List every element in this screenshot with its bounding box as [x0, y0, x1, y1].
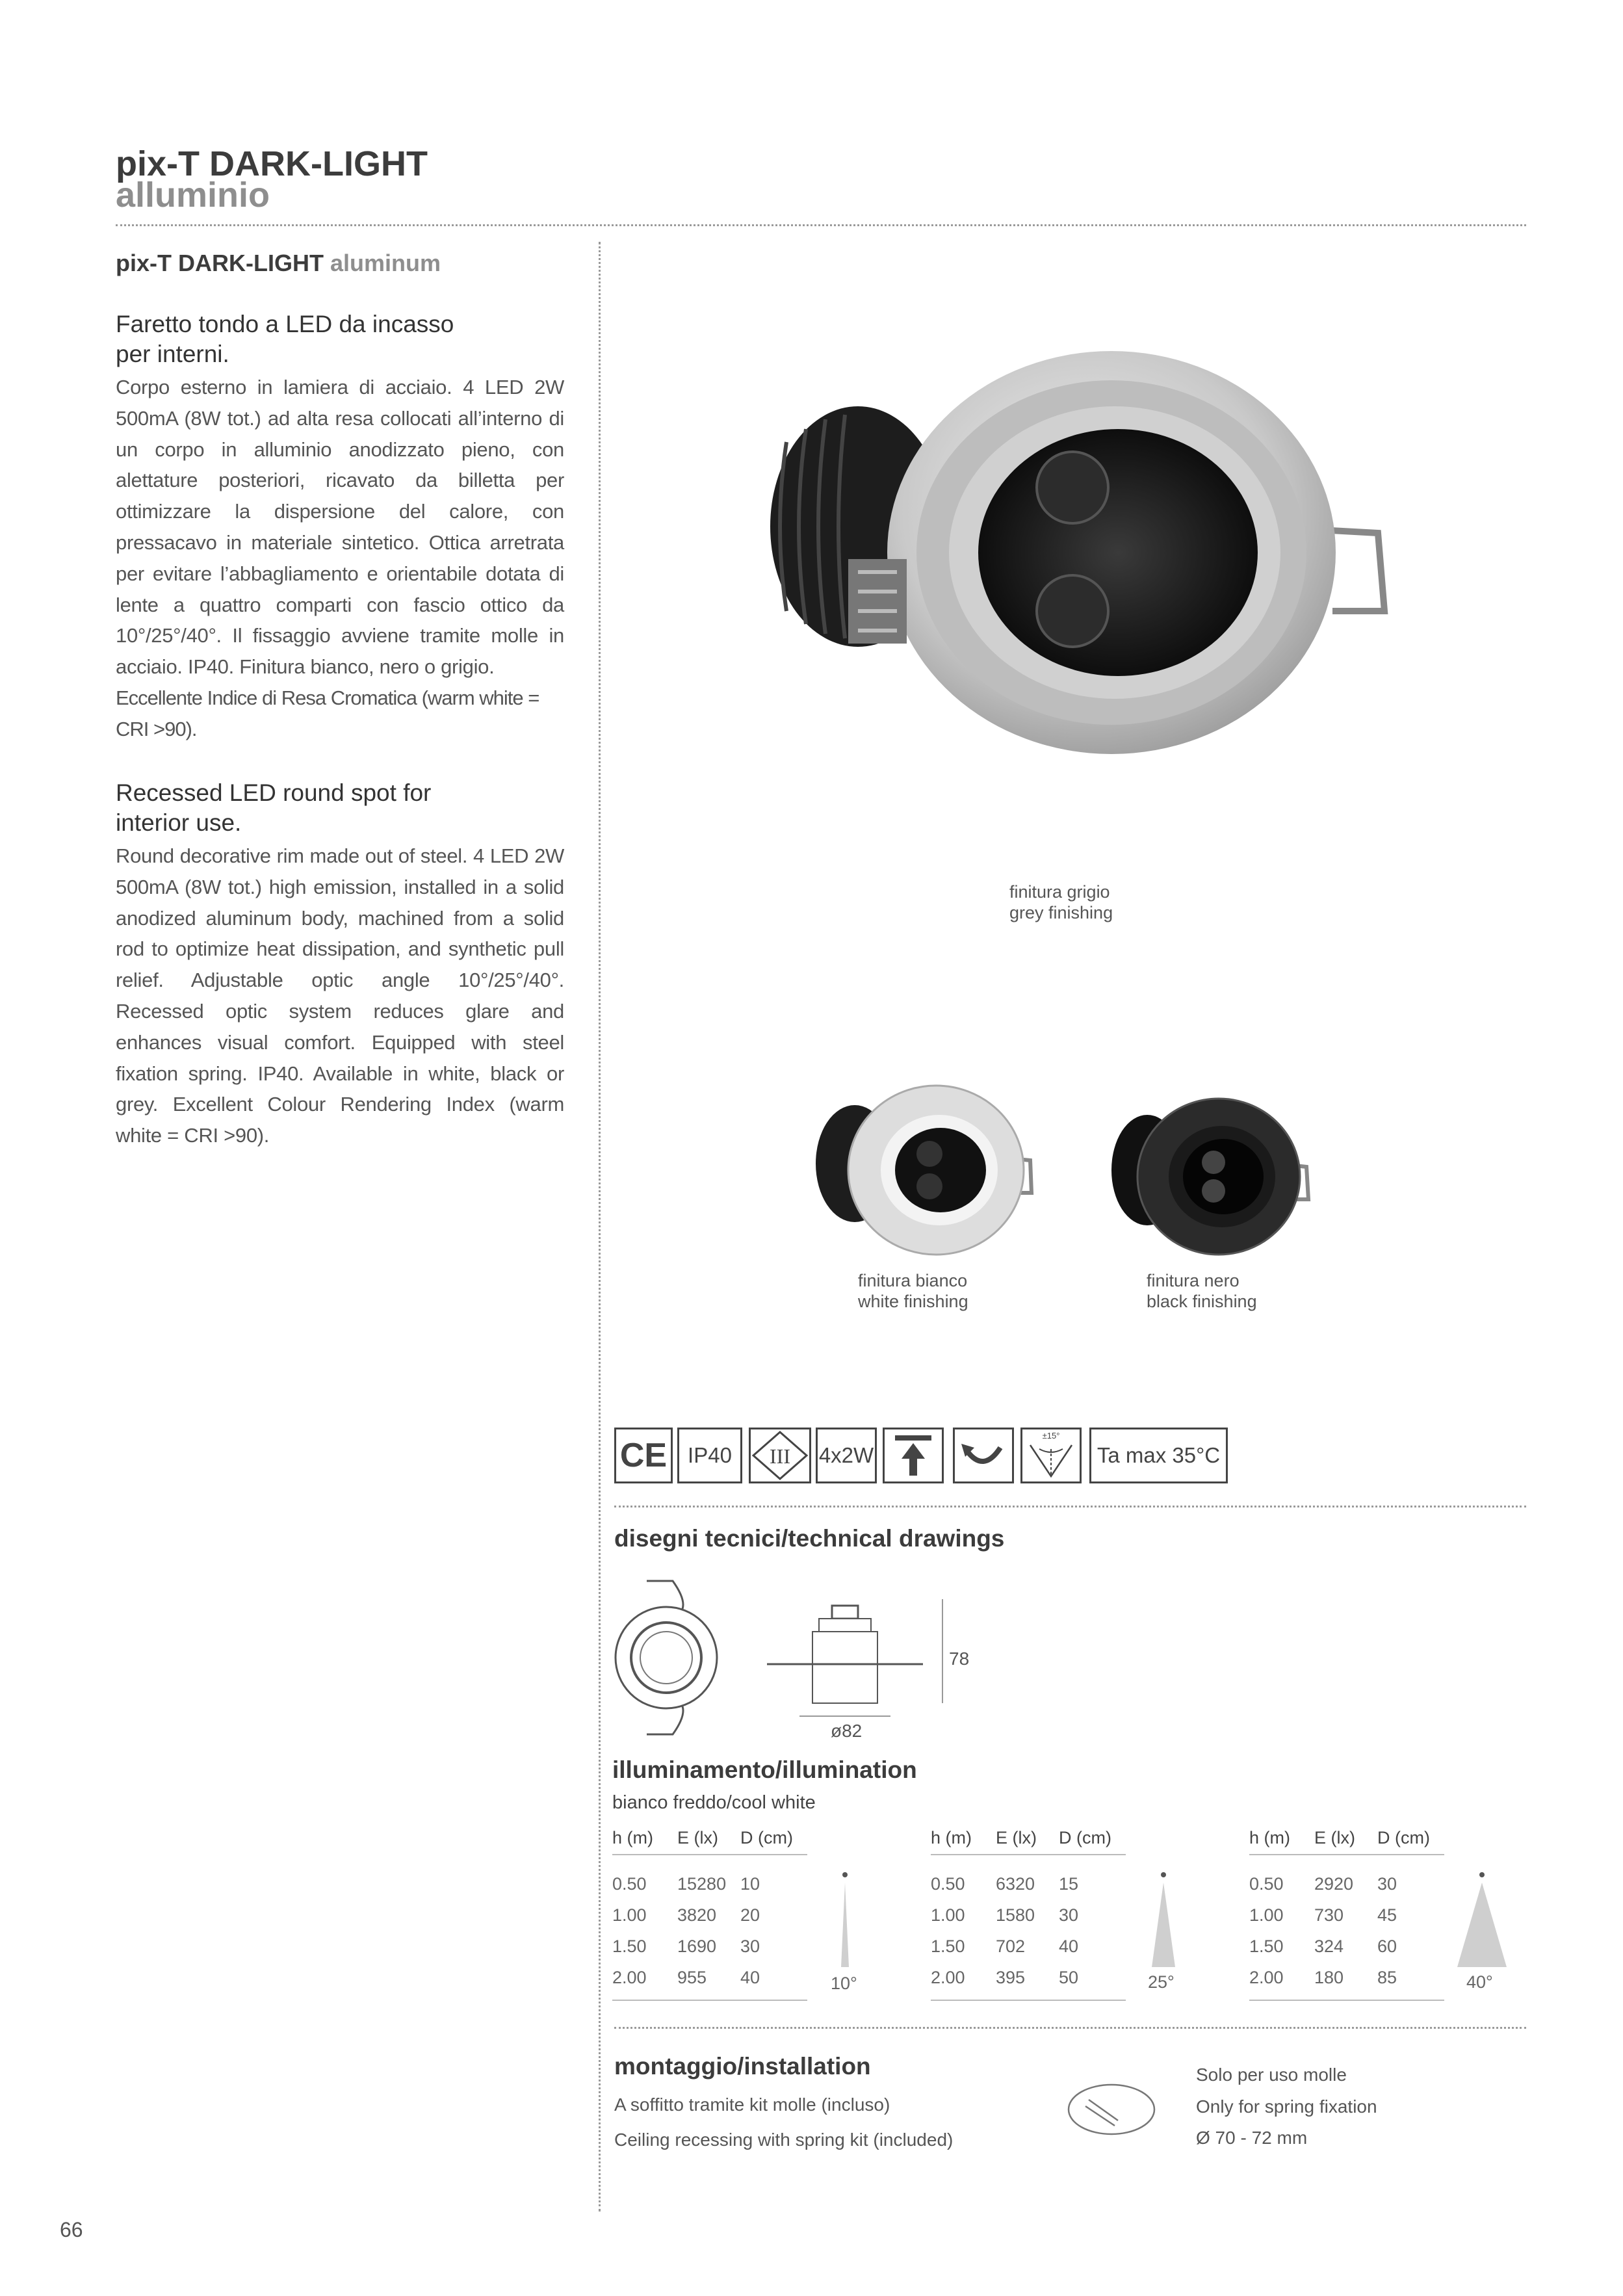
beam-cone-40-icon	[1449, 1870, 1514, 1974]
table-row: 1.00 730 45	[1249, 1905, 1397, 1925]
table-row: 2.00 955 40	[612, 1967, 760, 1987]
drawing-side-view	[767, 1599, 962, 1729]
spring-note-en: Only for spring fixation	[1196, 2096, 1377, 2117]
ip40-badge: IP40	[677, 1428, 742, 1483]
header-d: D (cm)	[740, 1828, 793, 1847]
en-heading-line-2: interior use.	[116, 809, 242, 836]
class-three-icon	[749, 1428, 811, 1483]
table-row: 0.50 2920 30	[1249, 1873, 1397, 1894]
table-header: h (m) E (lx) D (cm)	[1249, 1828, 1444, 1855]
product-photo-white	[790, 1079, 1037, 1264]
subhead-bold: pix-T DARK-LIGHT	[116, 250, 324, 276]
table-row: 0.50 6320 15	[931, 1873, 1079, 1894]
rotate-arrow-icon	[960, 1436, 1007, 1475]
spring-note-it: Solo per uso molle	[1196, 2065, 1347, 2085]
product-photo-grey	[708, 338, 1423, 780]
table-row: 2.00 180 85	[1249, 1967, 1397, 1987]
column-divider	[599, 242, 601, 2211]
installation-line-2: Ceiling recessing with spring kit (included)	[614, 2130, 954, 2150]
beam-tilt-icon	[1025, 1429, 1077, 1481]
en-description: Round decorative rim made out of steel. 4 LED 2W 500mA (8W tot.) high emission, installed in a solid anodized aluminum body, machined from a solid rod to optimize heat dissipation, and synthetic pull relief. Adjustable optic angle 10°/25°/40°. Recessed optic system reduces glare and enhances visual comfort. Equipped with steel fixation spring. IP40. Available in white, black or grey. Excellent Colour Rendering Index (warm white = CRI >90).	[116, 844, 564, 1147]
power-badge: 4x2W	[816, 1428, 877, 1483]
drawings-title: disegni tecnici/technical drawings	[614, 1525, 1005, 1552]
illumination-table-40	[1249, 1828, 1444, 2001]
table-row: 1.00 3820 20	[612, 1905, 760, 1925]
svg-text:±15°: ±15°	[1042, 1431, 1060, 1441]
installation-title: montaggio/installation	[614, 2053, 871, 2080]
illumination-title: illuminamento/illumination	[612, 1756, 917, 1783]
subhead-gray: aluminum	[330, 250, 441, 276]
caption-grey-en: grey finishing	[1009, 903, 1113, 922]
product-subheading	[116, 250, 441, 277]
page-subtitle: alluminio	[116, 176, 270, 215]
beam-angle-10: 10°	[831, 1974, 857, 1993]
dimension-diameter: ø82	[831, 1721, 863, 1741]
temperature-badge: Ta max 35°C	[1089, 1428, 1228, 1483]
table-row: 2.00 395 50	[931, 1967, 1079, 1987]
product-photo-black	[1095, 1092, 1316, 1264]
beam-cone-25-icon	[1137, 1870, 1189, 1974]
illumination-subtitle: bianco freddo/cool white	[612, 1792, 816, 1813]
spring-fixation-icon	[1066, 2080, 1157, 2139]
page-title: pix-T DARK-LIGHT	[116, 144, 428, 183]
table-row: 1.00 1580 30	[931, 1905, 1079, 1925]
table-header	[612, 1828, 807, 1855]
caption-white-en: white finishing	[858, 1292, 968, 1311]
table-row: 0.50 15280 10	[612, 1873, 760, 1894]
ceiling-arrow-icon	[894, 1433, 933, 1478]
beam-cone-10-icon	[825, 1870, 864, 1974]
table-row: 1.50 1690 30	[612, 1936, 760, 1956]
caption-grey-it: finitura grigio	[1009, 882, 1110, 902]
beam-angle-40: 40°	[1466, 1972, 1493, 1992]
it-description: Corpo esterno in lamiera di acciaio. 4 LED 2W 500mA (8W tot.) ad alta resa collocati all’interno di un corpo in alluminio anodizzato pieno, con alettature posteriori, ricavato da billetta per ottimizzare la dispersione del calore, con pressacavo in materiale sintetico. Ottica arretrata per evitare l’abbagliamento e orientabile dotata di lente a quattro comparti con fascio ottico da 10°/25°/40°. Il fissaggio avviene tramite molle in acciaio. IP40. Finitura bianco, nero o grigio.	[116, 376, 564, 679]
it-heading-line-2: per interni.	[116, 341, 229, 367]
illumination-table-25	[931, 1828, 1126, 2001]
caption-black-it: finitura nero	[1147, 1271, 1240, 1290]
illumination-divider	[614, 2027, 1526, 2029]
caption-white-it: finitura bianco	[858, 1271, 968, 1290]
tilt-angle-icon	[1020, 1428, 1082, 1483]
header-h: h (m)	[612, 1828, 653, 1847]
table-header: h (m) E (lx) D (cm)	[931, 1828, 1126, 1855]
beam-angle-25: 25°	[1148, 1972, 1175, 1992]
installation-line-1: A soffitto tramite kit molle (incluso)	[614, 2094, 890, 2115]
drawing-front-view	[611, 1573, 728, 1742]
header-divider	[116, 224, 1526, 226]
adjustable-icon	[953, 1428, 1014, 1483]
ceiling-mount-icon	[883, 1428, 944, 1483]
illumination-table-10	[612, 1828, 807, 2001]
class-three-diamond-icon	[751, 1429, 809, 1481]
it-cri-note: Eccellente Indice di Resa Cromatica (warm white = CRI >90).	[116, 686, 539, 740]
icons-divider	[614, 1506, 1526, 1507]
dimension-height: 78	[949, 1649, 970, 1669]
cutout-diameter: Ø 70 - 72 mm	[1196, 2128, 1308, 2148]
svg-text:III: III	[770, 1444, 790, 1468]
page-number: 66	[60, 2218, 83, 2241]
ce-mark-icon: CE	[614, 1428, 673, 1483]
caption-black-en: black finishing	[1147, 1292, 1257, 1311]
header-e: E (lx)	[677, 1828, 718, 1847]
en-heading-line-1: Recessed LED round spot for	[116, 779, 432, 806]
table-row: 1.50 324 60	[1249, 1936, 1397, 1956]
table-row: 1.50 702 40	[931, 1936, 1079, 1956]
it-heading-line-1: Faretto tondo a LED da incasso	[116, 311, 454, 337]
